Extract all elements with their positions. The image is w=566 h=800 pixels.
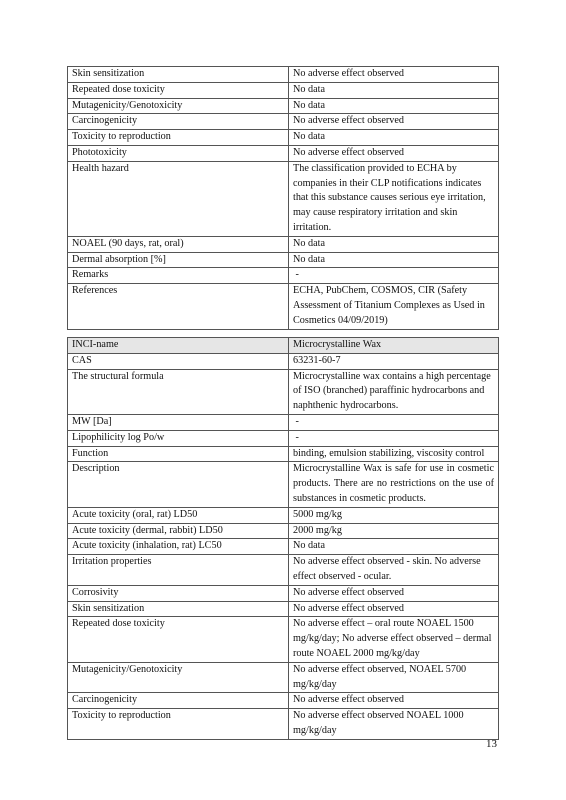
property-name: Skin sensitization — [68, 67, 289, 83]
property-value: No adverse effect observed — [289, 67, 499, 83]
property-name: Carcinogenicity — [68, 114, 289, 130]
table-row — [68, 523, 499, 539]
table-row — [68, 462, 499, 507]
property-value: - — [289, 430, 499, 446]
table-header-row — [68, 338, 499, 354]
property-name: CAS — [68, 353, 289, 369]
property-name: Irritation properties — [68, 555, 289, 586]
table-row — [68, 709, 499, 740]
property-name: Carcinogenicity — [68, 693, 289, 709]
table-row — [68, 430, 499, 446]
property-value: No data — [289, 130, 499, 146]
table-row — [68, 555, 499, 586]
property-value: No data — [289, 539, 499, 555]
property-value: No adverse effect observed — [289, 114, 499, 130]
property-value: Microcrystalline Wax — [289, 338, 499, 354]
table-row — [68, 252, 499, 268]
properties-table-1 — [67, 66, 499, 330]
property-value: - — [289, 268, 499, 284]
table-row — [68, 539, 499, 555]
property-name: Mutagenicity/Genotoxicity — [68, 662, 289, 693]
table-row — [68, 353, 499, 369]
property-value: - — [289, 414, 499, 430]
table-row — [68, 369, 499, 414]
property-value: No adverse effect observed NOAEL 1000 mg/kg/day — [289, 709, 499, 740]
table-row — [68, 601, 499, 617]
property-name: Corrosivity — [68, 585, 289, 601]
property-name: Mutagenicity/Genotoxicity — [68, 98, 289, 114]
property-name: Acute toxicity (oral, rat) LD50 — [68, 507, 289, 523]
properties-table-2 — [67, 337, 499, 740]
table-row — [68, 617, 499, 662]
table-row — [68, 98, 499, 114]
property-value: No adverse effect observed - skin. No adverse effect observed - ocular. — [289, 555, 499, 586]
page-number: 13 — [486, 738, 497, 750]
table-row — [68, 507, 499, 523]
property-value: binding, emulsion stabilizing, viscosity control — [289, 446, 499, 462]
property-value: No data — [289, 236, 499, 252]
table-row — [68, 114, 499, 130]
property-value: 2000 mg/kg — [289, 523, 499, 539]
table-row — [68, 585, 499, 601]
table-row — [68, 284, 499, 329]
property-value: No data — [289, 82, 499, 98]
property-value: ECHA, PubChem, COSMOS, CIR (Safety Assessment of Titanium Complexes as Used in Cosmetics 04/09/2019) — [289, 284, 499, 329]
property-name: Toxicity to reproduction — [68, 709, 289, 740]
property-name: Repeated dose toxicity — [68, 617, 289, 662]
property-value: No data — [289, 252, 499, 268]
property-name: MW [Da] — [68, 414, 289, 430]
property-name: INCI-name — [68, 338, 289, 354]
property-value: No data — [289, 98, 499, 114]
table-row — [68, 446, 499, 462]
table-row — [68, 268, 499, 284]
table-row — [68, 693, 499, 709]
property-name: The structural formula — [68, 369, 289, 414]
property-name: Acute toxicity (inhalation, rat) LC50 — [68, 539, 289, 555]
table-row — [68, 145, 499, 161]
table-row — [68, 82, 499, 98]
property-name: Dermal absorption [%] — [68, 252, 289, 268]
property-value: Microcrystalline wax contains a high percentage of ISO (branched) paraffinic hydrocarbons and naphthenic hydrocarbons. — [289, 369, 499, 414]
property-value: 5000 mg/kg — [289, 507, 499, 523]
property-value: No adverse effect observed — [289, 693, 499, 709]
table-row — [68, 414, 499, 430]
property-value: No adverse effect observed, NOAEL 5700 mg/kg/day — [289, 662, 499, 693]
property-name: Description — [68, 462, 289, 507]
property-name: NOAEL (90 days, rat, oral) — [68, 236, 289, 252]
property-name: Health hazard — [68, 161, 289, 236]
property-name: Skin sensitization — [68, 601, 289, 617]
property-value: No adverse effect – oral route NOAEL 1500 mg/kg/day; No adverse effect observed – dermal route NOAEL 2000 mg/kg/day — [289, 617, 499, 662]
table-row — [68, 236, 499, 252]
property-value: No adverse effect observed — [289, 145, 499, 161]
property-name: Remarks — [68, 268, 289, 284]
property-value: No adverse effect observed — [289, 601, 499, 617]
property-name: Toxicity to reproduction — [68, 130, 289, 146]
property-name: Phototoxicity — [68, 145, 289, 161]
property-name: Repeated dose toxicity — [68, 82, 289, 98]
property-value: The classification provided to ECHA by companies in their CLP notifications indicates that this substance causes serious eye irritation, may cause respiratory irritation and skin irritation. — [289, 161, 499, 236]
property-name: Function — [68, 446, 289, 462]
table-row — [68, 161, 499, 236]
table-row — [68, 130, 499, 146]
property-name: Acute toxicity (dermal, rabbit) LD50 — [68, 523, 289, 539]
property-name: References — [68, 284, 289, 329]
property-name: Lipophilicity log Po/w — [68, 430, 289, 446]
property-value: No adverse effect observed — [289, 585, 499, 601]
table-row — [68, 67, 499, 83]
property-value: Microcrystalline Wax is safe for use in cosmetic products. There are no restrictions on the use of substances in cosmetic products. — [289, 462, 499, 507]
table-row — [68, 662, 499, 693]
property-value: 63231-60-7 — [289, 353, 499, 369]
